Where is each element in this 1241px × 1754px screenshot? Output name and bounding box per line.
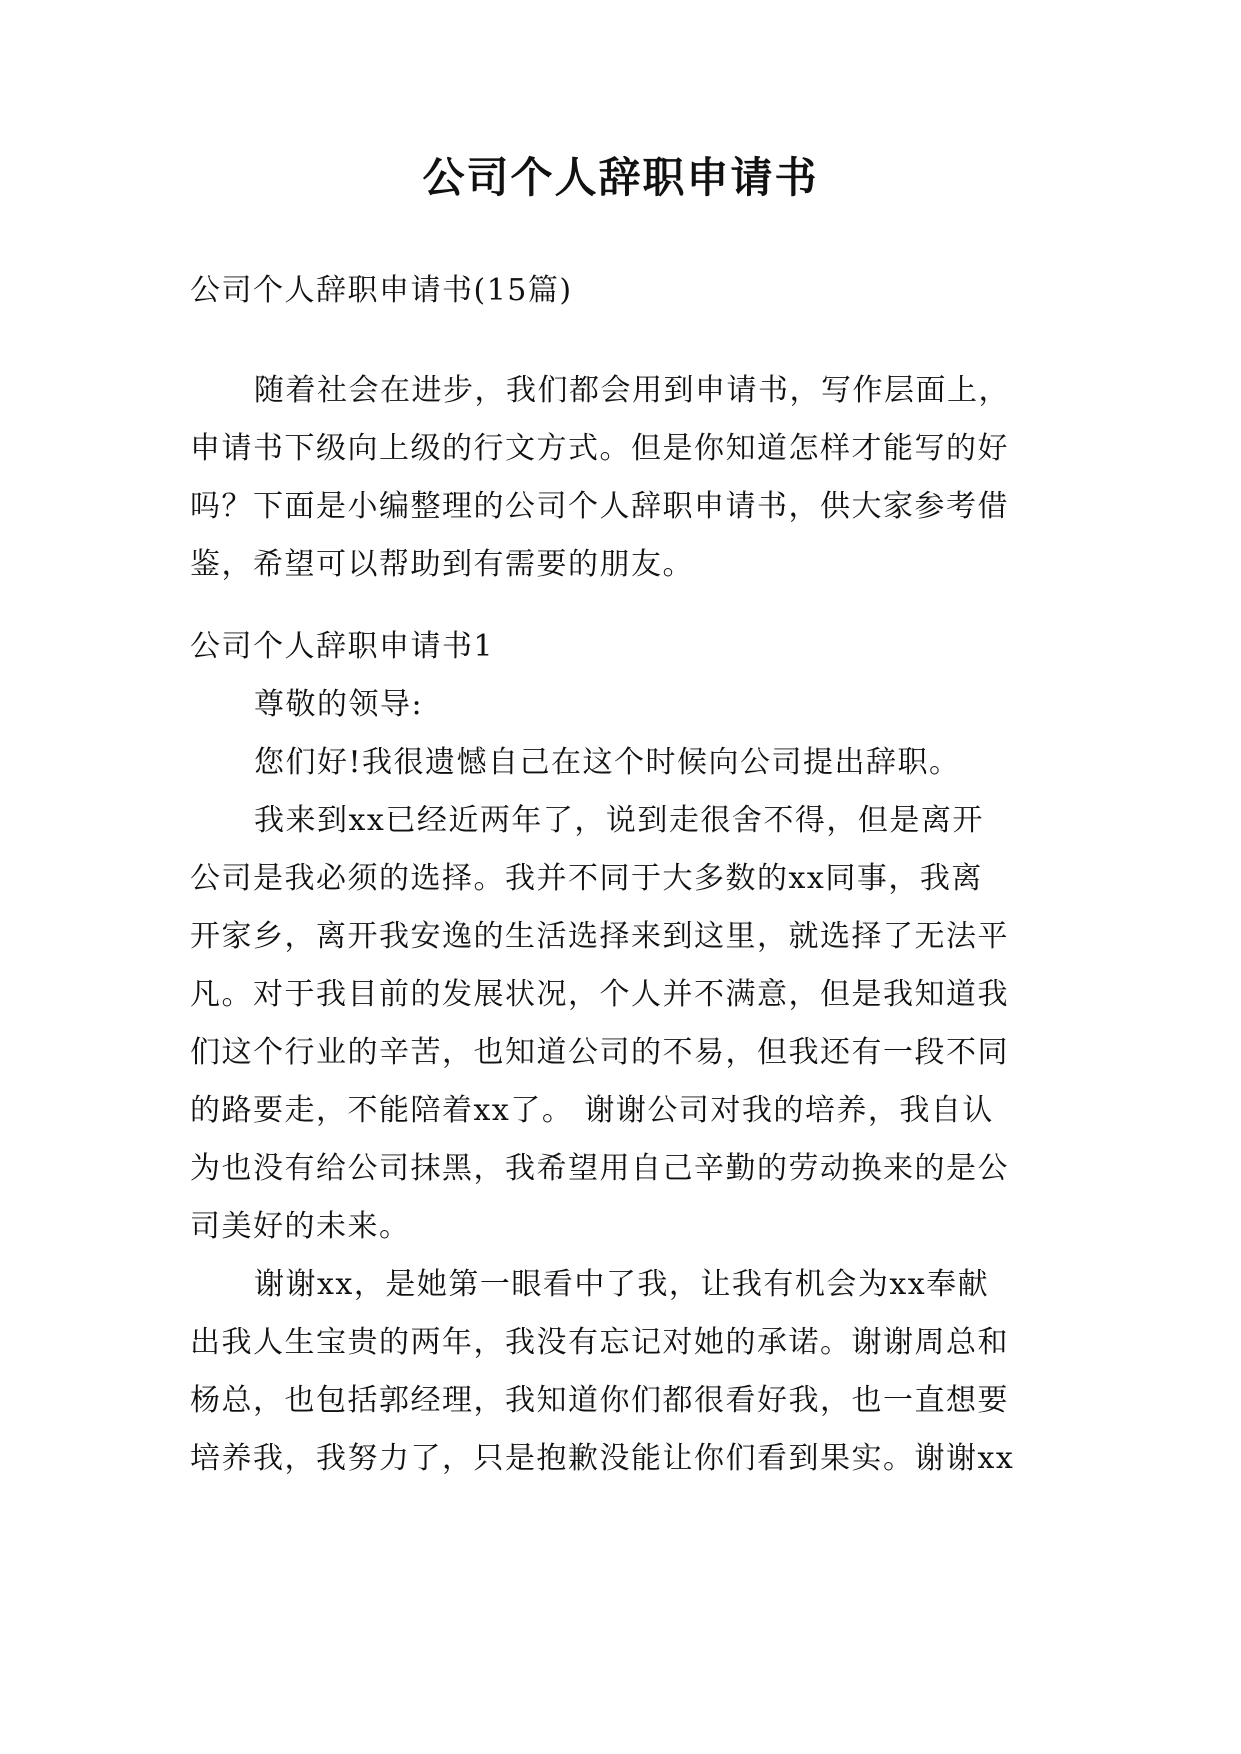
- letter-body: [190, 618, 1060, 1488]
- para1-line-5: 们这个行业的辛苦，也知道公司的不易，但我还有一段不同: [190, 1035, 1009, 1070]
- section-heading: 公司个人辞职申请书1: [190, 629, 495, 664]
- intro-line-3: 吗？下面是小编整理的公司个人辞职申请书，供大家参考借: [190, 489, 1009, 524]
- document-title: 公司个人辞职申请书: [422, 153, 819, 202]
- document-subtitle-block: [190, 262, 1060, 320]
- para2-line-2: 出我人生宝贵的两年，我没有忘记对她的承诺。谢谢周总和: [190, 1325, 1009, 1360]
- para1-line-4: 凡。对于我目前的发展状况，个人并不满意，但是我知道我: [190, 977, 1009, 1012]
- para1-line-2: 公司是我必须的选择。我并不同于大多数的xx同事，我离: [190, 861, 983, 896]
- intro-paragraph: [190, 362, 1060, 594]
- para1-line-6: 的路要走，不能陪着xx了。 谢谢公司对我的培养，我自认: [190, 1093, 994, 1128]
- salutation: 尊敬的领导:: [254, 687, 424, 722]
- intro-line-1: 随着社会在进步，我们都会用到申请书，写作层面上，: [254, 373, 1010, 408]
- para2-line-4: 培养我，我努力了，只是抱歉没能让你们看到果实。谢谢xx: [190, 1441, 1015, 1476]
- intro-line-2: 申请书下级向上级的行文方式。但是你知道怎样才能写的好: [190, 431, 1009, 466]
- para1-line-1: 我来到xx已经近两年了，说到走很舍不得，但是离开: [254, 803, 984, 838]
- greeting: 您们好!我很遗憾自己在这个时候向公司提出辞职。: [254, 745, 961, 780]
- para1-line-8: 司美好的未来。: [190, 1209, 411, 1244]
- document-subtitle: 公司个人辞职申请书(15篇): [190, 273, 573, 308]
- para1-line-7: 为也没有给公司抹黑，我希望用自己辛勤的劳动换来的是公: [190, 1151, 1009, 1186]
- para2-line-3: 杨总，也包括郭经理，我知道你们都很看好我，也一直想要: [190, 1383, 1009, 1418]
- intro-line-4: 鉴，希望可以帮助到有需要的朋友。: [190, 547, 694, 582]
- para2-line-1: 谢谢xx，是她第一眼看中了我，让我有机会为xx奉献: [254, 1267, 990, 1302]
- para1-line-3: 开家乡，离开我安逸的生活选择来到这里，就选择了无法平: [190, 919, 1009, 954]
